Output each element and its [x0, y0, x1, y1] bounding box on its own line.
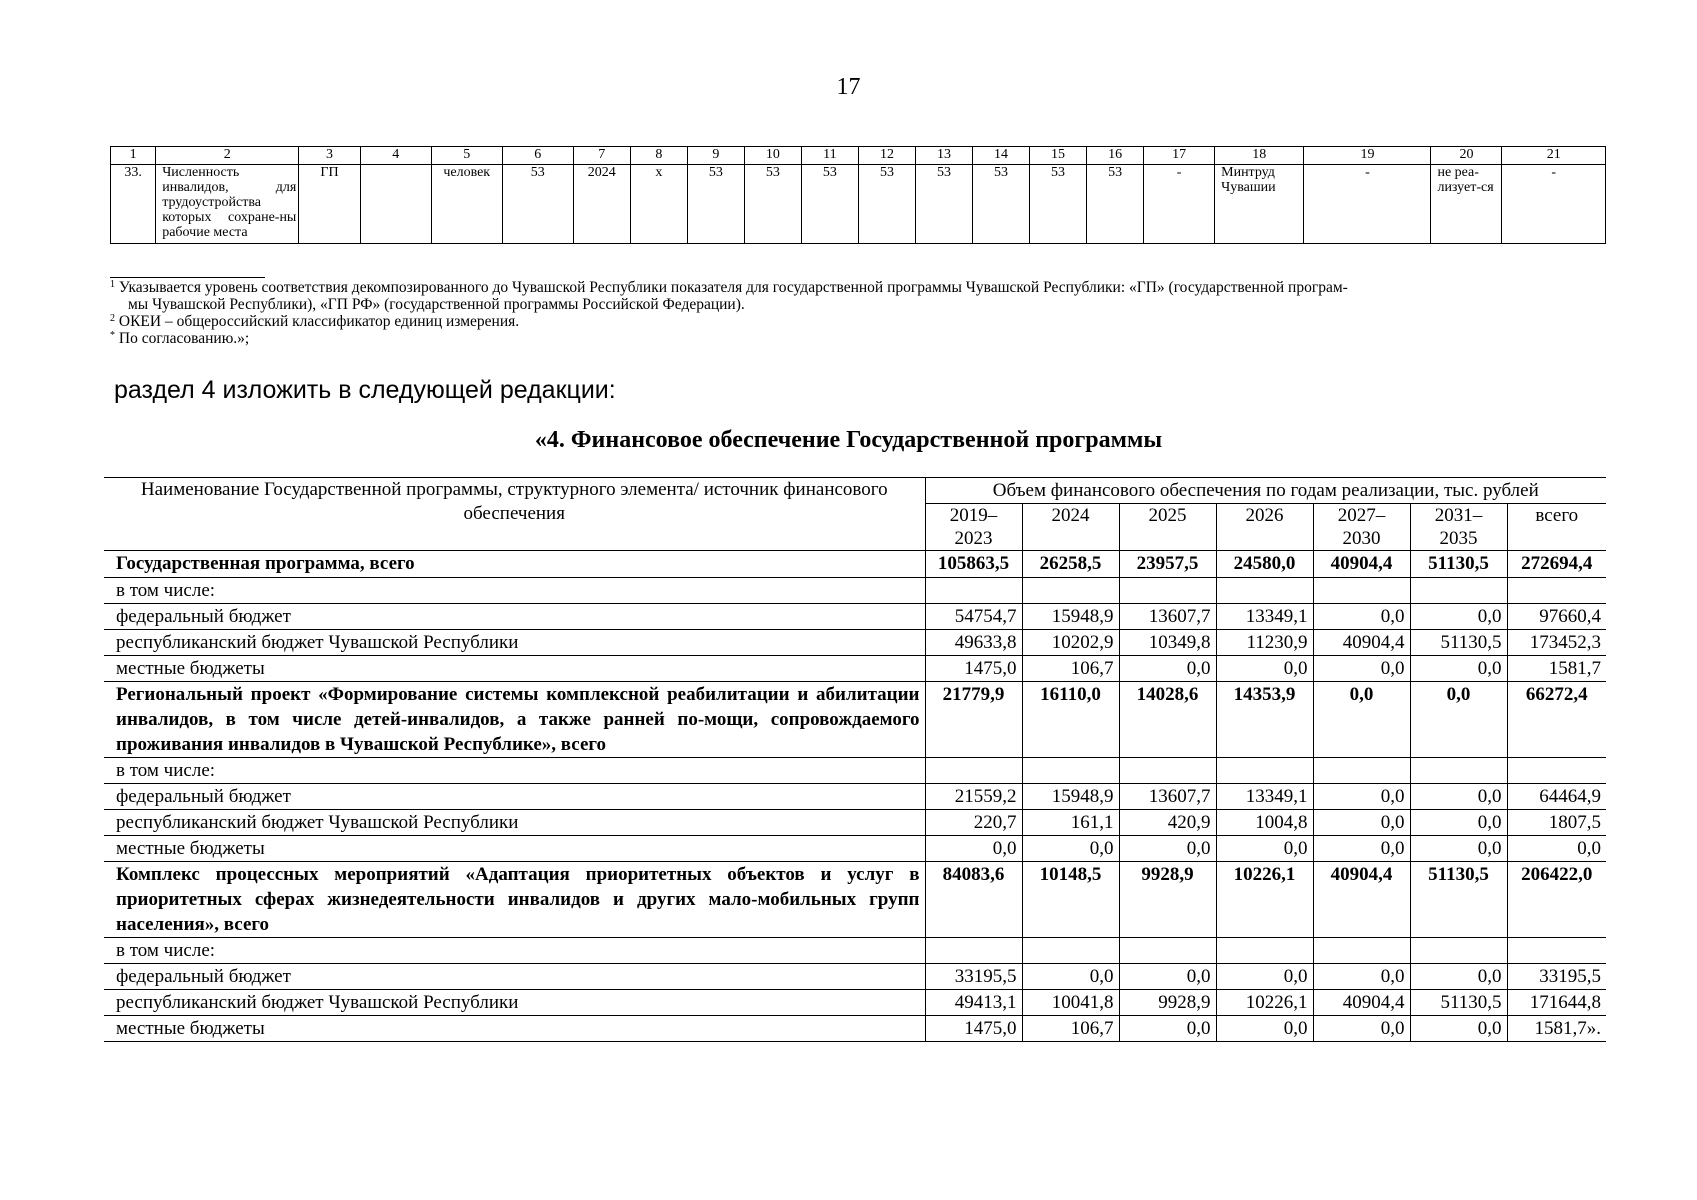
value-cell: 0,0: [1216, 656, 1313, 682]
value-cell: 10148,5: [1022, 862, 1119, 938]
value-cell: 49633,8: [925, 630, 1022, 656]
value-cell: 64464,9: [1507, 784, 1606, 810]
header-row: [104, 478, 1606, 504]
section-title: «4. Финансовое обеспечение Государственной программы: [534, 427, 1163, 453]
table-cell: 53: [502, 165, 573, 244]
table-row: [104, 938, 1606, 964]
value-cell: 15948,9: [1022, 784, 1119, 810]
value-cell: 97660,4: [1507, 604, 1606, 630]
value-cell: 10041,8: [1022, 990, 1119, 1016]
value-cell: 0,0: [1313, 810, 1410, 836]
column-number-cell: 12: [858, 147, 915, 165]
value-cell: [1216, 758, 1313, 784]
value-cell: 272694,4: [1507, 551, 1606, 578]
table-cell: 53: [1030, 165, 1087, 244]
footnote-3: * По согласованию.»;: [110, 330, 250, 347]
value-cell: [1313, 578, 1410, 604]
table-cell: 53: [801, 165, 858, 244]
value-cell: 0,0: [1313, 1016, 1410, 1042]
value-cell: 13349,1: [1216, 604, 1313, 630]
value-cell: 0,0: [1022, 836, 1119, 862]
value-cell: 1475,0: [925, 1016, 1022, 1042]
value-cell: 0,0: [1410, 964, 1507, 990]
value-cell: 0,0: [1313, 656, 1410, 682]
table-cell: -: [1304, 165, 1431, 244]
intro-text: раздел 4 изложить в следующей редакции:: [114, 376, 616, 404]
column-number-cell: 13: [915, 147, 972, 165]
value-cell: [1022, 578, 1119, 604]
value-cell: 0,0: [1313, 682, 1410, 758]
value-cell: 33195,5: [925, 964, 1022, 990]
footnote-divider: [110, 277, 265, 278]
value-cell: [1410, 938, 1507, 964]
value-cell: 14353,9: [1216, 682, 1313, 758]
value-cell: 0,0: [1313, 604, 1410, 630]
value-cell: 0,0: [1119, 964, 1216, 990]
table-cell: х: [630, 165, 687, 244]
value-cell: [1119, 578, 1216, 604]
column-number-cell: 10: [744, 147, 801, 165]
value-cell: 0,0: [1410, 810, 1507, 836]
table-cell: 33.: [111, 165, 156, 244]
table-cell: 53: [915, 165, 972, 244]
value-cell: 161,1: [1022, 810, 1119, 836]
row-label: Государственная программа, всего: [104, 551, 925, 578]
row-label: республиканский бюджет Чувашской Республики: [104, 990, 925, 1016]
table-cell: ГП: [299, 165, 360, 244]
row-label: республиканский бюджет Чувашской Республики: [104, 630, 925, 656]
value-cell: 26258,5: [1022, 551, 1119, 578]
value-cell: 0,0: [1119, 656, 1216, 682]
column-number-cell: 14: [973, 147, 1030, 165]
value-cell: 51130,5: [1410, 551, 1507, 578]
table-row: [104, 578, 1606, 604]
table-cell: -: [1144, 165, 1215, 244]
year-header-cell: 2024: [1022, 504, 1119, 551]
value-cell: 0,0: [1216, 836, 1313, 862]
value-cell: 0,0: [1313, 836, 1410, 862]
value-cell: 106,7: [1022, 1016, 1119, 1042]
column-number-cell: 19: [1304, 147, 1431, 165]
header-volume-cell: Объем финансового обеспечения по годам реализации, тыс. рублей: [925, 478, 1606, 504]
value-cell: 21779,9: [925, 682, 1022, 758]
value-cell: 1581,7: [1507, 656, 1606, 682]
row-label: в том числе:: [104, 938, 925, 964]
value-cell: 0,0: [1216, 1016, 1313, 1042]
table-row: [104, 1016, 1606, 1042]
section-row: [104, 682, 1606, 758]
value-cell: 16110,0: [1022, 682, 1119, 758]
row-label: местные бюджеты: [104, 836, 925, 862]
table-row: [104, 990, 1606, 1016]
column-number-cell: 17: [1144, 147, 1215, 165]
table-row: [111, 165, 1606, 244]
row-label: в том числе:: [104, 578, 925, 604]
value-cell: [1507, 938, 1606, 964]
table-cell: 2024: [573, 165, 630, 244]
value-cell: [1507, 758, 1606, 784]
value-cell: 420,9: [1119, 810, 1216, 836]
table-cell: Численность инвалидов, для трудоустройства которых сохране-ны рабочие места: [156, 165, 299, 244]
value-cell: 0,0: [1313, 964, 1410, 990]
row-label: Комплекс процессных мероприятий «Адаптация приоритетных объектов и услуг в приоритетных сферах жизнедеятельности инвалидов и других мало-мобильных групп населения», всего: [104, 862, 925, 938]
value-cell: 40904,4: [1313, 862, 1410, 938]
value-cell: 1004,8: [1216, 810, 1313, 836]
value-cell: 13607,7: [1119, 784, 1216, 810]
value-cell: [1022, 938, 1119, 964]
value-cell: 15948,9: [1022, 604, 1119, 630]
value-cell: 49413,1: [925, 990, 1022, 1016]
value-cell: 51130,5: [1410, 630, 1507, 656]
column-number-cell: 6: [502, 147, 573, 165]
value-cell: 0,0: [1410, 836, 1507, 862]
value-cell: 54754,7: [925, 604, 1022, 630]
value-cell: 0,0: [1410, 604, 1507, 630]
column-number-cell: 2: [156, 147, 299, 165]
value-cell: 66272,4: [1507, 682, 1606, 758]
row-label: федеральный бюджет: [104, 604, 925, 630]
value-cell: 0,0: [1410, 682, 1507, 758]
value-cell: 0,0: [925, 836, 1022, 862]
table-row: [104, 604, 1606, 630]
value-cell: 14028,6: [1119, 682, 1216, 758]
value-cell: [1313, 758, 1410, 784]
table-cell: 53: [1087, 165, 1144, 244]
value-cell: 1807,5: [1507, 810, 1606, 836]
table-cell: [360, 165, 431, 244]
table-row: [104, 784, 1606, 810]
column-number-cell: 21: [1502, 147, 1606, 165]
row-label: местные бюджеты: [104, 656, 925, 682]
value-cell: [1507, 578, 1606, 604]
column-number-cell: 3: [299, 147, 360, 165]
value-cell: 9928,9: [1119, 862, 1216, 938]
table-cell: не реа-лизует-ся: [1431, 165, 1502, 244]
column-number-cell: 11: [801, 147, 858, 165]
year-header-cell: 2026: [1216, 504, 1313, 551]
value-cell: [1216, 938, 1313, 964]
value-cell: 33195,5: [1507, 964, 1606, 990]
value-cell: 40904,4: [1313, 630, 1410, 656]
table-cell: 53: [973, 165, 1030, 244]
table-cell: 53: [744, 165, 801, 244]
table-cell: -: [1502, 165, 1606, 244]
footnote-2: $^2$ ОКЕИ – общероссийский классификатор единиц измерения.: [110, 313, 520, 330]
row-label: Региональный проект «Формирование системы комплексной реабилитации и абилитации инвалидов, в том числе детей-инвалидов, а также ранней по-мощи, сопровождаемого проживания инвалидов в Чувашской Республике», всего: [104, 682, 925, 758]
column-number-cell: 4: [360, 147, 431, 165]
value-cell: 21559,2: [925, 784, 1022, 810]
row-label: местные бюджеты: [104, 1016, 925, 1042]
column-number-cell: 8: [630, 147, 687, 165]
value-cell: 0,0: [1410, 656, 1507, 682]
header-name-cell: Наименование Государственной программы, структурного элемента/ источник финансового обеспечения: [104, 478, 925, 551]
value-cell: 0,0: [1216, 964, 1313, 990]
table-row: [104, 964, 1606, 990]
table-cell: 53: [858, 165, 915, 244]
value-cell: [1022, 758, 1119, 784]
table-row: [104, 630, 1606, 656]
value-cell: [925, 758, 1022, 784]
footnotes: [110, 279, 1600, 347]
value-cell: 173452,3: [1507, 630, 1606, 656]
column-number-cell: 15: [1030, 147, 1087, 165]
year-header-cell: 2031–2035: [1410, 504, 1507, 551]
section-row: [104, 551, 1606, 578]
value-cell: 13607,7: [1119, 604, 1216, 630]
column-number-cell: 20: [1431, 147, 1502, 165]
year-header-cell: 2025: [1119, 504, 1216, 551]
value-cell: 40904,4: [1313, 990, 1410, 1016]
value-cell: 0,0: [1313, 784, 1410, 810]
column-number-cell: 5: [431, 147, 502, 165]
table-row: [104, 810, 1606, 836]
value-cell: 105863,5: [925, 551, 1022, 578]
value-cell: 10226,1: [1216, 862, 1313, 938]
table-row: [104, 836, 1606, 862]
section-row: [104, 862, 1606, 938]
value-cell: 9928,9: [1119, 990, 1216, 1016]
value-cell: [1313, 938, 1410, 964]
finance-table: [104, 477, 1606, 1042]
value-cell: 13349,1: [1216, 784, 1313, 810]
value-cell: [925, 578, 1022, 604]
value-cell: [1216, 578, 1313, 604]
value-cell: [1410, 758, 1507, 784]
value-cell: 24580,0: [1216, 551, 1313, 578]
year-header-cell: 2019–2023: [925, 504, 1022, 551]
column-numbers-row: [111, 147, 1606, 165]
value-cell: 11230,9: [1216, 630, 1313, 656]
value-cell: 1581,7».: [1507, 1016, 1606, 1042]
column-number-cell: 7: [573, 147, 630, 165]
value-cell: 106,7: [1022, 656, 1119, 682]
row-label: республиканский бюджет Чувашской Республики: [104, 810, 925, 836]
value-cell: 171644,8: [1507, 990, 1606, 1016]
year-header-cell: 2027–2030: [1313, 504, 1410, 551]
value-cell: 10349,8: [1119, 630, 1216, 656]
table-cell: человек: [431, 165, 502, 244]
value-cell: 0,0: [1022, 964, 1119, 990]
column-number-cell: 18: [1215, 147, 1304, 165]
table-row: [104, 656, 1606, 682]
table-row: [104, 758, 1606, 784]
table-cell: 53: [687, 165, 744, 244]
row-label: федеральный бюджет: [104, 784, 925, 810]
value-cell: [925, 938, 1022, 964]
value-cell: 0,0: [1410, 1016, 1507, 1042]
table-cell: Минтруд Чувашии: [1215, 165, 1304, 244]
value-cell: 0,0: [1410, 784, 1507, 810]
value-cell: 40904,4: [1313, 551, 1410, 578]
value-cell: [1119, 938, 1216, 964]
column-number-cell: 16: [1087, 147, 1144, 165]
page-number: 17: [836, 74, 861, 100]
value-cell: 220,7: [925, 810, 1022, 836]
footnote-1-continued: мы Чувашской Республики), «ГП РФ» (государственной программы Российской Федерации).: [128, 296, 745, 313]
value-cell: 1475,0: [925, 656, 1022, 682]
value-cell: 10226,1: [1216, 990, 1313, 1016]
value-cell: 84083,6: [925, 862, 1022, 938]
value-cell: [1410, 578, 1507, 604]
value-cell: 10202,9: [1022, 630, 1119, 656]
value-cell: 206422,0: [1507, 862, 1606, 938]
row-label: в том числе:: [104, 758, 925, 784]
value-cell: 51130,5: [1410, 862, 1507, 938]
value-cell: 0,0: [1119, 836, 1216, 862]
column-number-cell: 9: [687, 147, 744, 165]
column-number-cell: 1: [111, 147, 156, 165]
footnote-1: $^1$ Указывается уровень соответствия декомпозированного до Чувашской Республики показателя для государственной программы Чувашской Республики: «ГП» (государственной програм-: [110, 279, 1348, 296]
value-cell: 0,0: [1507, 836, 1606, 862]
row-label: федеральный бюджет: [104, 964, 925, 990]
value-cell: 23957,5: [1119, 551, 1216, 578]
indicator-table: [110, 146, 1606, 244]
year-header-cell: всего: [1507, 504, 1606, 551]
value-cell: 0,0: [1119, 1016, 1216, 1042]
value-cell: 51130,5: [1410, 990, 1507, 1016]
value-cell: [1119, 758, 1216, 784]
